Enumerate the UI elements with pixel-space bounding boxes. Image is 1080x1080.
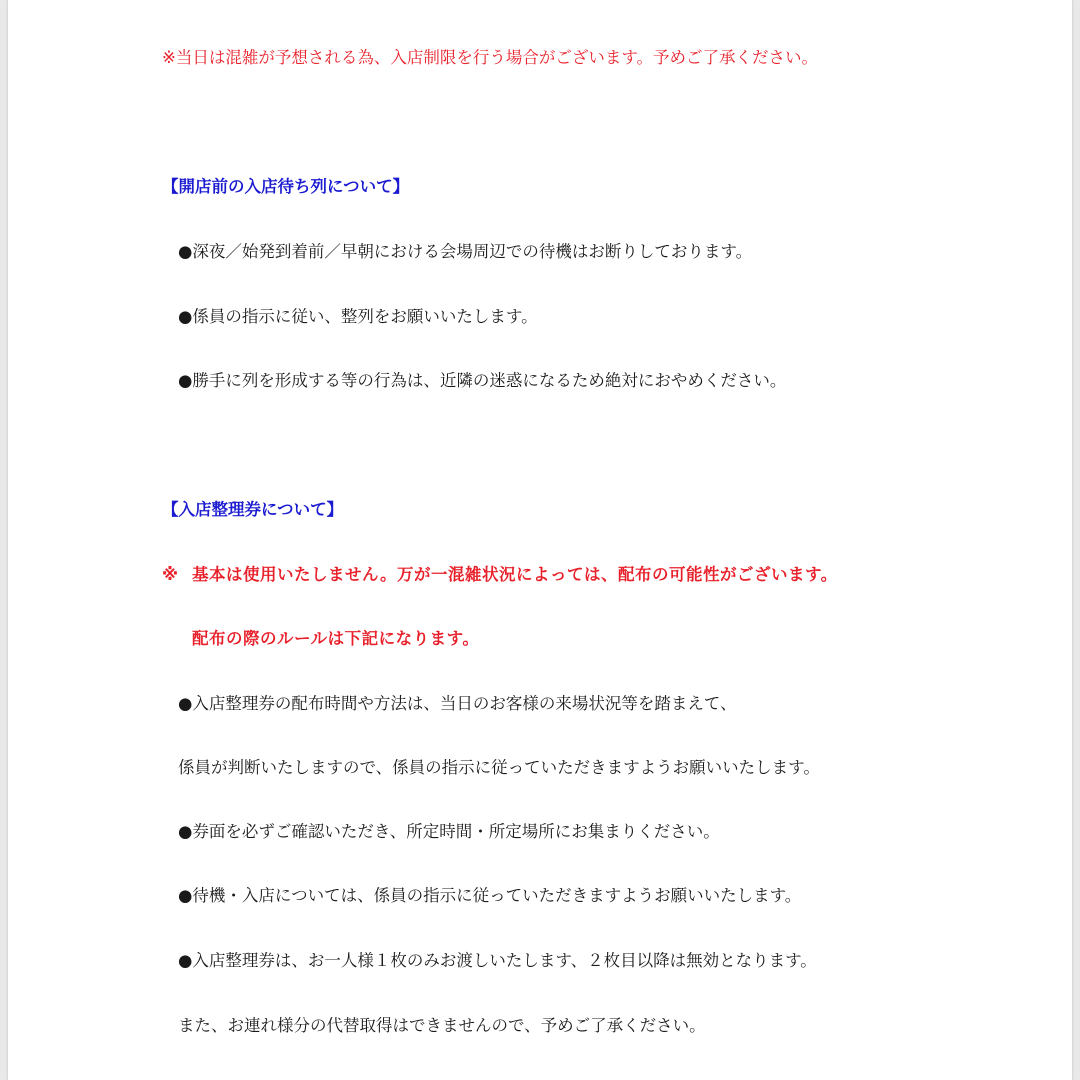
queue-item-1: ●深夜／始発到着前／早朝における会場周辺での待機はお断りしております。 — [178, 242, 753, 261]
top-notice: ※当日は混雑が予想される為、入店制限を行う場合がございます。予めご了承ください。 — [162, 48, 819, 67]
ticket-item-1: ●入店整理券の配布時間や方法は、当日のお客様の来場状況等を踏まえて、 — [178, 694, 737, 713]
section-heading-ticket: 【入店整理券について】 — [162, 500, 344, 519]
document-page — [8, 0, 1072, 1080]
ticket-item-1-continued: 係員が判断いたしますので、係員の指示に従っていただきますようお願いいたします。 — [178, 758, 820, 777]
warning-line-2: 配布の際のルールは下記になります。 — [192, 629, 480, 648]
ticket-item-2: ●券面を必ずご確認いただき、所定時間・所定場所にお集まりください。 — [178, 822, 720, 841]
ticket-item-4: ●入店整理券は、お一人様１枚のみお渡しいたします、２枚目以降は無効となります。 — [178, 951, 817, 970]
queue-item-2: ●係員の指示に従い、整列をお願いいたします。 — [178, 307, 538, 326]
ticket-item-3: ●待機・入店については、係員の指示に従っていただきますようお願いいたします。 — [178, 886, 802, 905]
warning-mark: ※ — [162, 565, 179, 584]
queue-item-3: ●勝手に列を形成する等の行為は、近隣の迷惑になるため絶対におやめください。 — [178, 371, 787, 390]
ticket-item-4-continued: また、お連れ様分の代替取得はできませんので、予めご了承ください。 — [178, 1016, 706, 1035]
section-heading-queue: 【開店前の入店待ち列について】 — [162, 177, 410, 196]
warning-line-1: 基本は使用いたしません。万が一混雑状況によっては、配布の可能性がございます。 — [192, 565, 838, 584]
